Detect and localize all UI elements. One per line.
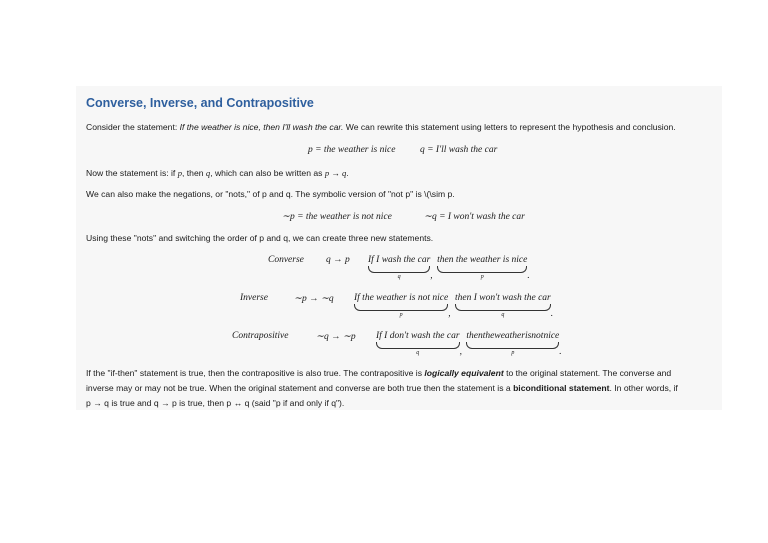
para-line-3: p → q is true and q → p is true, then p ↔ q (said "p if and only if q"). bbox=[86, 398, 345, 408]
converse-conclusion: then the weather is nice p bbox=[437, 255, 528, 280]
page-title: Converse, Inverse, and Contrapositive bbox=[86, 96, 314, 110]
inverse-label: Inverse bbox=[240, 293, 268, 303]
line2-b: , then bbox=[182, 168, 206, 178]
brace-sub: p bbox=[511, 350, 515, 356]
inverse-conclusion: then I won't wash the car q bbox=[455, 293, 551, 318]
neg-q: ∼q = I won't wash the car bbox=[424, 212, 525, 222]
underbrace bbox=[466, 342, 559, 349]
para-a: If the "if-then" statement is true, then the contrapositive is also true. The contrapositive is bbox=[86, 368, 425, 378]
brace-sub: q bbox=[501, 312, 505, 318]
biconditional-term: biconditional statement bbox=[513, 383, 610, 393]
line2-a: Now the statement is: if bbox=[86, 168, 178, 178]
para-d: inverse may or may not be true. When the original statement and converse are both true then the statement is a bbox=[86, 383, 514, 393]
converse-label: Converse bbox=[268, 255, 304, 265]
line2-q: q bbox=[205, 168, 211, 178]
line2-d: . bbox=[346, 168, 349, 178]
def-q: q = I'll wash the car bbox=[420, 145, 498, 155]
def-p: p = the weather is nice bbox=[308, 145, 396, 155]
para-line-1 bbox=[86, 368, 671, 378]
inverse-hypothesis: If the weather is not nice p bbox=[354, 293, 449, 318]
contrapositive-label: Contrapositive bbox=[232, 331, 289, 341]
brace-sub: p bbox=[399, 312, 403, 318]
content-panel bbox=[76, 86, 722, 410]
converse-expr: q → p bbox=[326, 255, 350, 265]
statement-line bbox=[86, 168, 349, 178]
line2-p: p bbox=[177, 168, 182, 178]
para-c: to the original statement. The converse and bbox=[503, 368, 672, 378]
intro-text bbox=[86, 122, 676, 132]
contrapositive-hypothesis: If I don't wash the car q bbox=[376, 331, 460, 356]
brace-sub: q bbox=[397, 274, 401, 280]
intro-quote: If the weather is nice, then I'll wash the car. bbox=[179, 122, 344, 132]
converse-statement: If I wash the car q , then the weather is nice p . bbox=[368, 255, 530, 281]
neg-p: ∼p = the weather is not nice bbox=[282, 212, 392, 222]
negation-line: We can also make the negations, or "nots," of p and q. The symbolic version of "not p" is \(\sim p. bbox=[86, 189, 455, 199]
underbrace bbox=[368, 266, 430, 273]
intro-lead: Consider the statement: bbox=[86, 122, 180, 132]
line2-c: , which can also be written as bbox=[210, 168, 325, 178]
intro-rest: We can rewrite this statement using letters to represent the hypothesis and conclusion. bbox=[343, 122, 676, 132]
brace-sub: p bbox=[480, 274, 484, 280]
underbrace bbox=[354, 304, 448, 311]
underbrace bbox=[376, 342, 460, 349]
para-f: . In other words, if bbox=[609, 383, 678, 393]
underbrace bbox=[455, 304, 551, 311]
contrapositive-expr: ∼q → ∼p bbox=[316, 332, 356, 342]
underbrace bbox=[437, 266, 527, 273]
para-line-2 bbox=[86, 383, 678, 393]
contrapositive-conclusion: thentheweatherisnotnice p bbox=[466, 331, 560, 356]
brace-sub: q bbox=[416, 350, 420, 356]
line2-expr: p → q bbox=[324, 168, 347, 178]
inverse-expr: ∼p → ∼q bbox=[294, 294, 334, 304]
converse-hypothesis: If I wash the car q bbox=[368, 255, 431, 280]
contrapositive-statement: If I don't wash the car q , thentheweatherisnotnice p . bbox=[376, 331, 562, 357]
logically-equivalent-term: logically equivalent bbox=[424, 368, 504, 378]
nots-line: Using these "nots" and switching the order of p and q, we can create three new statements. bbox=[86, 233, 434, 243]
inverse-statement: If the weather is not nice p , then I won't wash the car q . bbox=[354, 293, 554, 319]
